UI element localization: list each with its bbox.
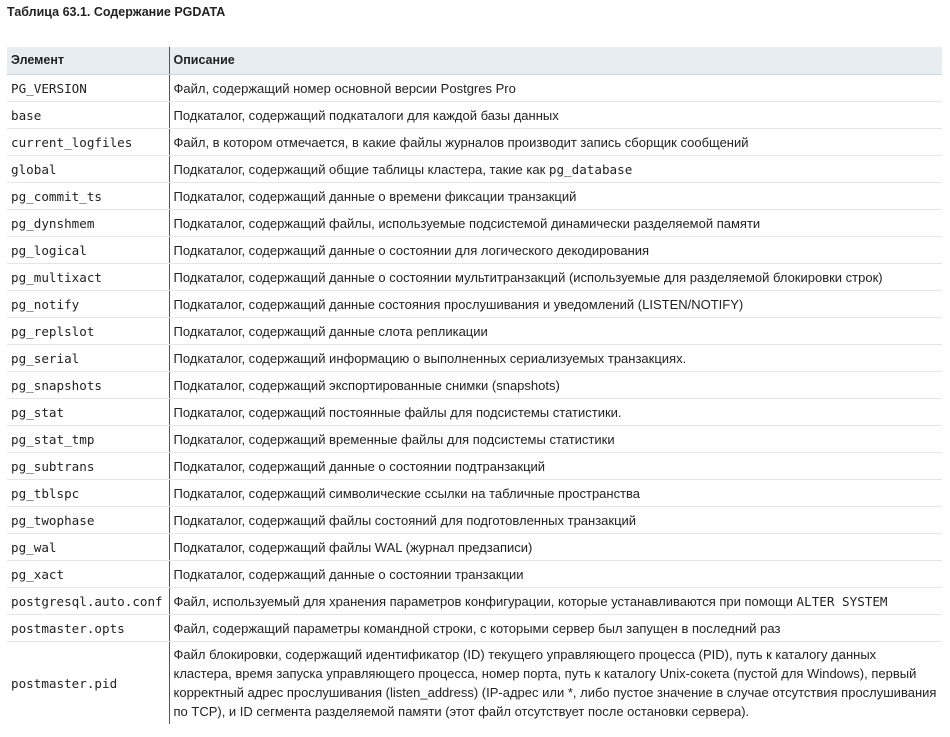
row-item-name: pg_dynshmem [7,210,169,237]
table-row [7,480,942,507]
row-item-name: pg_commit_ts [7,183,169,210]
row-description [169,183,942,210]
row-item-name: postmaster.opts [7,615,169,642]
table-row [7,291,942,318]
row-description-text: Подкаталог, содержащий символические ссылки на табличные пространства [173,485,641,501]
table-row [7,372,942,399]
pgdata-table [7,47,942,724]
row-description-code: ALTER SYSTEM [796,593,888,609]
row-item-name: postmaster.pid [7,642,169,725]
row-description [169,507,942,534]
table-row [7,129,942,156]
table-row [7,426,942,453]
table-row [7,345,942,372]
row-description [169,615,942,642]
row-description-text: Файл, используемый для хранения параметров конфигурации, которые устанавливаются при помощи [173,593,797,609]
row-description [169,642,942,725]
table-row [7,615,942,642]
row-description-text: Подкаталог, содержащий данные состояния прослушивания и уведомлений (LISTEN/NOTIFY) [173,296,744,312]
table-row [7,102,942,129]
row-description-text: Подкаталог, содержащий данные о состоянии подтранзакций [173,458,546,474]
row-description [169,318,942,345]
row-description-text: Подкаталог, содержащий информацию о выполненных сериализуемых транзакциях. [173,350,687,366]
row-description-text: Подкаталог, содержащий файлы состояний для подготовленных транзакций [173,512,637,528]
row-description [169,291,942,318]
row-item-name: postgresql.auto.conf [7,588,169,615]
table-row [7,318,942,345]
header-description: Описание [169,47,942,75]
row-description [169,534,942,561]
row-item-name: PG_VERSION [7,75,169,102]
row-description-code: pg_database [548,161,633,177]
row-description-text: Подкаталог, содержащий данные о состоянии для логического декодирования [173,242,650,258]
row-item-name: pg_snapshots [7,372,169,399]
row-description-text: Подкаталог, содержащий данные слота репликации [173,323,488,339]
row-item-name: pg_twophase [7,507,169,534]
row-description [169,480,942,507]
row-item-name: global [7,156,169,183]
row-description-text: Подкаталог, содержащий экспортированные снимки (snapshots) [173,377,560,393]
row-description [169,102,942,129]
row-description [169,372,942,399]
row-description-text: Файл, в котором отмечается, в какие файлы журналов производит запись сборщик сообщений [173,134,749,150]
row-item-name: pg_stat [7,399,169,426]
row-description [169,453,942,480]
row-item-name: pg_notify [7,291,169,318]
row-description [169,129,942,156]
row-description-text: Файл блокировки, содержащий идентификатор (ID) текущего управляющего процесса (PID), путь к каталогу данных кластера, время запуска управляющего процесса, номер порта, путь к каталогу Unix-сокета (пустой для Windows), первый корректный адрес прослушивания (listen_address) (IP-адрес или *, либо пустое значение в случае отсутствия прослушивания по TCP), и ID сегмента разделяемой памяти (этот файл отсутствует после остановки сервера). [173,647,937,719]
row-item-name: pg_subtrans [7,453,169,480]
table-row [7,237,942,264]
row-description-text: Подкаталог, содержащий файлы, используемые подсистемой динамически разделяемой памяти [173,215,761,231]
table-row [7,75,942,102]
table-row [7,534,942,561]
table-row [7,156,942,183]
row-description [169,237,942,264]
row-description [169,561,942,588]
row-item-name: base [7,102,169,129]
row-description [169,426,942,453]
row-description-text: Подкаталог, содержащий данные о состоянии мультитранзакций (используемые для разделяемой блокировки строк) [173,269,883,285]
row-description-text: Подкаталог, содержащий подкаталоги для каждой базы данных [173,107,559,123]
row-description [169,588,942,615]
table-row [7,507,942,534]
table-header-row [7,47,942,75]
row-description-text: Файл, содержащий номер основной версии Postgres Pro [173,80,516,96]
table-row [7,561,942,588]
row-description-text: Подкаталог, содержащий данные о времени фиксации транзакций [173,188,577,204]
row-description [169,264,942,291]
row-item-name: pg_logical [7,237,169,264]
row-description-text: Файл, содержащий параметры командной строки, с которыми сервер был запущен в последний раз [173,620,781,636]
row-description-text: Подкаталог, содержащий данные о состоянии транзакции [173,566,524,582]
row-description [169,75,942,102]
table-row [7,264,942,291]
row-description-text: Подкаталог, содержащий файлы WAL (журнал предзаписи) [173,539,533,555]
row-description-text: Подкаталог, содержащий общие таблицы кластера, такие как [173,161,549,177]
row-item-name: pg_multixact [7,264,169,291]
table-row [7,210,942,237]
table-row [7,399,942,426]
table-row [7,453,942,480]
table-row [7,588,942,615]
row-description-text: Подкаталог, содержащий постоянные файлы для подсистемы статистики. [173,404,622,420]
row-item-name: pg_stat_tmp [7,426,169,453]
row-description [169,399,942,426]
row-item-name: pg_xact [7,561,169,588]
table-row [7,183,942,210]
table-caption: Таблица 63.1. Содержание PGDATA [7,5,226,19]
row-description [169,210,942,237]
row-item-name: pg_serial [7,345,169,372]
row-item-name: pg_replslot [7,318,169,345]
row-item-name: pg_wal [7,534,169,561]
table-row [7,642,942,725]
row-item-name: current_logfiles [7,129,169,156]
row-item-name: pg_tblspc [7,480,169,507]
row-description [169,156,942,183]
row-description [169,345,942,372]
header-item: Элемент [7,47,169,75]
row-description-text: Подкаталог, содержащий временные файлы для подсистемы статистики [173,431,615,447]
